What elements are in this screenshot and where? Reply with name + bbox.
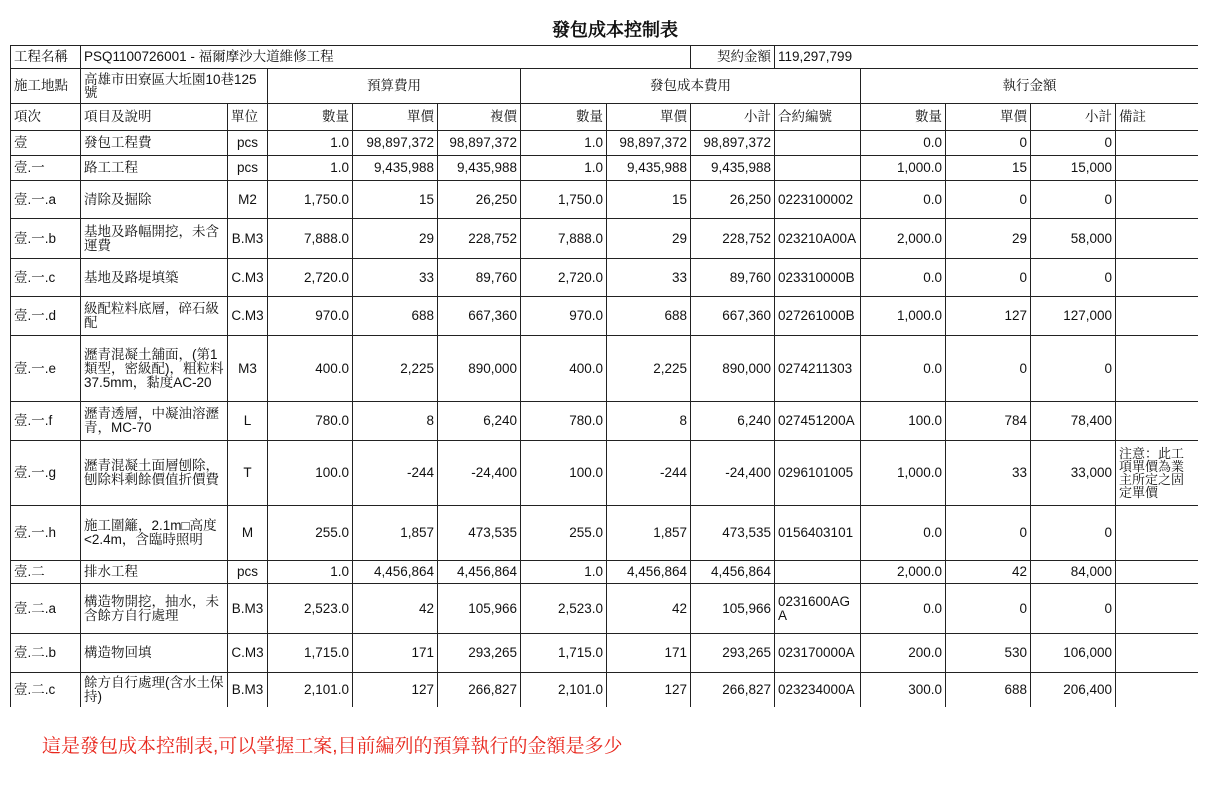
sub-unit-price-cell: 127 bbox=[607, 673, 691, 708]
question-caption: 這是發包成本控制表,可以掌握工案,目前編列的預算執行的金額是多少 bbox=[42, 736, 623, 757]
exec-subtotal-cell: 33,000 bbox=[1031, 441, 1116, 506]
column-header-item-no: 項次 bbox=[11, 104, 81, 131]
sub-unit-price-cell: 4,456,864 bbox=[607, 561, 691, 584]
table-row bbox=[11, 673, 1199, 708]
exec-unit-price-cell: 688 bbox=[946, 673, 1031, 708]
table-row bbox=[11, 259, 1199, 297]
unit-cell: C.M3 bbox=[228, 259, 268, 297]
remarks-cell bbox=[1116, 219, 1199, 259]
budget-group-header: 預算費用 bbox=[268, 69, 521, 104]
exec-unit-price-cell: 33 bbox=[946, 441, 1031, 506]
budget-amount-cell: 6,240 bbox=[438, 402, 521, 441]
contract-no-cell: 023310000B bbox=[775, 259, 861, 297]
exec-subtotal-cell: 84,000 bbox=[1031, 561, 1116, 584]
remarks-cell bbox=[1116, 156, 1199, 181]
exec-unit-price-cell: 42 bbox=[946, 561, 1031, 584]
sub-subtotal-cell: 473,535 bbox=[691, 506, 775, 561]
exec-unit-price-cell: 0 bbox=[946, 181, 1031, 219]
exec-qty-cell: 0.0 bbox=[861, 259, 946, 297]
budget-unit-price-cell: 33 bbox=[353, 259, 438, 297]
subcontract-group-header: 發包成本費用 bbox=[521, 69, 861, 104]
exec-subtotal-cell: 0 bbox=[1031, 259, 1116, 297]
budget-unit-price-cell: 4,456,864 bbox=[353, 561, 438, 584]
exec-subtotal-cell: 0 bbox=[1031, 584, 1116, 634]
description-cell: 構造物開挖，抽水，未含餘方自行處理 bbox=[81, 584, 228, 634]
sub-subtotal-cell: 98,897,372 bbox=[691, 131, 775, 156]
exec-qty-cell: 0.0 bbox=[861, 131, 946, 156]
description-cell: 餘方自行處理(含水土保持) bbox=[81, 673, 228, 708]
unit-cell: pcs bbox=[228, 156, 268, 181]
sub-subtotal-cell: 6,240 bbox=[691, 402, 775, 441]
column-header-budget-amount: 複價 bbox=[438, 104, 521, 131]
exec-subtotal-cell: 106,000 bbox=[1031, 634, 1116, 673]
sub-qty-cell: 970.0 bbox=[521, 297, 607, 336]
column-header-exec-unit-price: 單價 bbox=[946, 104, 1031, 131]
remarks-cell bbox=[1116, 561, 1199, 584]
sub-qty-cell: 255.0 bbox=[521, 506, 607, 561]
execution-group-header: 執行金額 bbox=[861, 69, 1199, 104]
budget-unit-price-cell: -244 bbox=[353, 441, 438, 506]
sub-unit-price-cell: 15 bbox=[607, 181, 691, 219]
budget-qty-cell: 970.0 bbox=[268, 297, 353, 336]
project-row bbox=[11, 46, 1199, 69]
sub-subtotal-cell: 890,000 bbox=[691, 336, 775, 402]
sub-subtotal-cell: 266,827 bbox=[691, 673, 775, 708]
exec-unit-price-cell: 29 bbox=[946, 219, 1031, 259]
budget-unit-price-cell: 171 bbox=[353, 634, 438, 673]
site-label: 施工地點 bbox=[11, 69, 81, 104]
cost-control-table-container bbox=[10, 45, 1198, 707]
contract-no-cell: 0231600AGA bbox=[775, 584, 861, 634]
exec-qty-cell: 100.0 bbox=[861, 402, 946, 441]
table-row bbox=[11, 156, 1199, 181]
budget-amount-cell: 89,760 bbox=[438, 259, 521, 297]
budget-unit-price-cell: 15 bbox=[353, 181, 438, 219]
unit-cell: B.M3 bbox=[228, 584, 268, 634]
budget-amount-cell: 9,435,988 bbox=[438, 156, 521, 181]
budget-unit-price-cell: 2,225 bbox=[353, 336, 438, 402]
budget-unit-price-cell: 42 bbox=[353, 584, 438, 634]
remarks-cell bbox=[1116, 673, 1199, 708]
column-header-sub-qty: 數量 bbox=[521, 104, 607, 131]
budget-qty-cell: 1.0 bbox=[268, 131, 353, 156]
description-cell: 排水工程 bbox=[81, 561, 228, 584]
item-no-cell: 壹.一.b bbox=[11, 219, 81, 259]
item-no-cell: 壹.一.g bbox=[11, 441, 81, 506]
exec-subtotal-cell: 0 bbox=[1031, 336, 1116, 402]
remarks-cell bbox=[1116, 634, 1199, 673]
sub-subtotal-cell: 105,966 bbox=[691, 584, 775, 634]
column-header-exec-qty: 數量 bbox=[861, 104, 946, 131]
remarks-cell bbox=[1116, 336, 1199, 402]
column-header-description: 項目及說明 bbox=[81, 104, 228, 131]
sub-qty-cell: 100.0 bbox=[521, 441, 607, 506]
exec-qty-cell: 0.0 bbox=[861, 181, 946, 219]
sub-qty-cell: 1,750.0 bbox=[521, 181, 607, 219]
site-value: 高雄市田寮區大坵園10巷125號 bbox=[81, 69, 268, 104]
sub-subtotal-cell: 9,435,988 bbox=[691, 156, 775, 181]
budget-unit-price-cell: 8 bbox=[353, 402, 438, 441]
sub-unit-price-cell: 9,435,988 bbox=[607, 156, 691, 181]
sub-unit-price-cell: 42 bbox=[607, 584, 691, 634]
column-header-sub-unit-price: 單價 bbox=[607, 104, 691, 131]
sub-unit-price-cell: 33 bbox=[607, 259, 691, 297]
budget-amount-cell: 473,535 bbox=[438, 506, 521, 561]
budget-amount-cell: 4,456,864 bbox=[438, 561, 521, 584]
sub-subtotal-cell: 228,752 bbox=[691, 219, 775, 259]
unit-cell: M bbox=[228, 506, 268, 561]
contract-amount-label: 契約金額 bbox=[691, 46, 775, 69]
item-no-cell: 壹.一 bbox=[11, 156, 81, 181]
budget-unit-price-cell: 127 bbox=[353, 673, 438, 708]
column-header-budget-unit-price: 單價 bbox=[353, 104, 438, 131]
exec-unit-price-cell: 530 bbox=[946, 634, 1031, 673]
cost-control-table bbox=[10, 45, 1198, 707]
budget-qty-cell: 1.0 bbox=[268, 561, 353, 584]
budget-qty-cell: 255.0 bbox=[268, 506, 353, 561]
remarks-cell bbox=[1116, 259, 1199, 297]
sub-unit-price-cell: 2,225 bbox=[607, 336, 691, 402]
table-row bbox=[11, 561, 1199, 584]
exec-qty-cell: 300.0 bbox=[861, 673, 946, 708]
exec-subtotal-cell: 127,000 bbox=[1031, 297, 1116, 336]
sub-qty-cell: 780.0 bbox=[521, 402, 607, 441]
description-cell: 基地及路幅開挖，未含運費 bbox=[81, 219, 228, 259]
column-header-row bbox=[11, 104, 1199, 131]
project-name-label: 工程名稱 bbox=[11, 46, 81, 69]
exec-qty-cell: 0.0 bbox=[861, 584, 946, 634]
contract-no-cell: 027261000B bbox=[775, 297, 861, 336]
budget-amount-cell: 105,966 bbox=[438, 584, 521, 634]
budget-qty-cell: 100.0 bbox=[268, 441, 353, 506]
sub-qty-cell: 1.0 bbox=[521, 561, 607, 584]
exec-subtotal-cell: 78,400 bbox=[1031, 402, 1116, 441]
exec-qty-cell: 0.0 bbox=[861, 336, 946, 402]
item-no-cell: 壹.一.h bbox=[11, 506, 81, 561]
sub-subtotal-cell: 293,265 bbox=[691, 634, 775, 673]
page-title: 發包成本控制表 bbox=[552, 20, 678, 40]
column-header-budget-qty: 數量 bbox=[268, 104, 353, 131]
unit-cell: B.M3 bbox=[228, 673, 268, 708]
description-cell: 基地及路堤填築 bbox=[81, 259, 228, 297]
sub-qty-cell: 2,523.0 bbox=[521, 584, 607, 634]
item-no-cell: 壹.二.b bbox=[11, 634, 81, 673]
table-row bbox=[11, 181, 1199, 219]
sub-unit-price-cell: 688 bbox=[607, 297, 691, 336]
contract-no-cell: 0274211303 bbox=[775, 336, 861, 402]
column-header-contract-no: 合約編號 bbox=[775, 104, 861, 131]
budget-amount-cell: 98,897,372 bbox=[438, 131, 521, 156]
unit-cell: B.M3 bbox=[228, 219, 268, 259]
description-cell: 發包工程費 bbox=[81, 131, 228, 156]
budget-unit-price-cell: 1,857 bbox=[353, 506, 438, 561]
unit-cell: pcs bbox=[228, 131, 268, 156]
contract-no-cell bbox=[775, 156, 861, 181]
budget-unit-price-cell: 29 bbox=[353, 219, 438, 259]
exec-unit-price-cell: 0 bbox=[946, 131, 1031, 156]
column-header-sub-subtotal: 小計 bbox=[691, 104, 775, 131]
budget-unit-price-cell: 98,897,372 bbox=[353, 131, 438, 156]
group-header-row bbox=[11, 69, 1199, 104]
exec-qty-cell: 2,000.0 bbox=[861, 561, 946, 584]
table-row bbox=[11, 402, 1199, 441]
exec-unit-price-cell: 0 bbox=[946, 336, 1031, 402]
exec-qty-cell: 200.0 bbox=[861, 634, 946, 673]
table-row bbox=[11, 219, 1199, 259]
exec-unit-price-cell: 784 bbox=[946, 402, 1031, 441]
contract-amount-value: 119,297,799 bbox=[775, 46, 1199, 69]
sub-qty-cell: 2,720.0 bbox=[521, 259, 607, 297]
item-no-cell: 壹.二.a bbox=[11, 584, 81, 634]
sub-unit-price-cell: 98,897,372 bbox=[607, 131, 691, 156]
sub-qty-cell: 1.0 bbox=[521, 131, 607, 156]
exec-subtotal-cell: 206,400 bbox=[1031, 673, 1116, 708]
budget-qty-cell: 1,750.0 bbox=[268, 181, 353, 219]
item-no-cell: 壹.一.f bbox=[11, 402, 81, 441]
sub-qty-cell: 2,101.0 bbox=[521, 673, 607, 708]
remarks-cell bbox=[1116, 131, 1199, 156]
unit-cell: C.M3 bbox=[228, 634, 268, 673]
budget-amount-cell: 266,827 bbox=[438, 673, 521, 708]
contract-no-cell: 027451200A bbox=[775, 402, 861, 441]
description-cell: 路工工程 bbox=[81, 156, 228, 181]
budget-unit-price-cell: 9,435,988 bbox=[353, 156, 438, 181]
description-cell: 構造物回填 bbox=[81, 634, 228, 673]
exec-subtotal-cell: 0 bbox=[1031, 181, 1116, 219]
budget-qty-cell: 2,101.0 bbox=[268, 673, 353, 708]
table-row bbox=[11, 131, 1199, 156]
budget-qty-cell: 2,523.0 bbox=[268, 584, 353, 634]
item-no-cell: 壹.一.c bbox=[11, 259, 81, 297]
budget-amount-cell: 293,265 bbox=[438, 634, 521, 673]
contract-no-cell: 0296101005 bbox=[775, 441, 861, 506]
table-row bbox=[11, 634, 1199, 673]
remarks-cell bbox=[1116, 584, 1199, 634]
description-cell: 級配粒料底層，碎石級配 bbox=[81, 297, 228, 336]
sub-subtotal-cell: 4,456,864 bbox=[691, 561, 775, 584]
unit-cell: T bbox=[228, 441, 268, 506]
contract-no-cell: 023210A00A bbox=[775, 219, 861, 259]
budget-amount-cell: -24,400 bbox=[438, 441, 521, 506]
sub-qty-cell: 7,888.0 bbox=[521, 219, 607, 259]
exec-unit-price-cell: 127 bbox=[946, 297, 1031, 336]
contract-no-cell: 023170000A bbox=[775, 634, 861, 673]
exec-qty-cell: 2,000.0 bbox=[861, 219, 946, 259]
budget-amount-cell: 667,360 bbox=[438, 297, 521, 336]
column-header-exec-subtotal: 小計 bbox=[1031, 104, 1116, 131]
contract-no-cell: 0156403101 bbox=[775, 506, 861, 561]
remarks-cell bbox=[1116, 506, 1199, 561]
contract-no-cell: 023234000A bbox=[775, 673, 861, 708]
contract-no-cell bbox=[775, 561, 861, 584]
remarks-cell bbox=[1116, 181, 1199, 219]
budget-qty-cell: 1.0 bbox=[268, 156, 353, 181]
project-name-value: PSQ1100726001 - 福爾摩沙大道維修工程 bbox=[81, 46, 691, 69]
budget-qty-cell: 7,888.0 bbox=[268, 219, 353, 259]
exec-unit-price-cell: 0 bbox=[946, 506, 1031, 561]
exec-subtotal-cell: 58,000 bbox=[1031, 219, 1116, 259]
budget-amount-cell: 228,752 bbox=[438, 219, 521, 259]
table-row bbox=[11, 506, 1199, 561]
column-header-unit: 單位 bbox=[228, 104, 268, 131]
item-no-cell: 壹.一.a bbox=[11, 181, 81, 219]
exec-subtotal-cell: 0 bbox=[1031, 506, 1116, 561]
sub-unit-price-cell: 171 bbox=[607, 634, 691, 673]
remarks-cell bbox=[1116, 297, 1199, 336]
unit-cell: pcs bbox=[228, 561, 268, 584]
item-no-cell: 壹.一.d bbox=[11, 297, 81, 336]
exec-qty-cell: 1,000.0 bbox=[861, 156, 946, 181]
description-cell: 施工圍籬，2.1m□高度<2.4m，含臨時照明 bbox=[81, 506, 228, 561]
sub-qty-cell: 1,715.0 bbox=[521, 634, 607, 673]
exec-unit-price-cell: 0 bbox=[946, 584, 1031, 634]
sub-unit-price-cell: 29 bbox=[607, 219, 691, 259]
exec-unit-price-cell: 15 bbox=[946, 156, 1031, 181]
exec-subtotal-cell: 15,000 bbox=[1031, 156, 1116, 181]
budget-qty-cell: 2,720.0 bbox=[268, 259, 353, 297]
sub-unit-price-cell: 1,857 bbox=[607, 506, 691, 561]
description-cell: 清除及掘除 bbox=[81, 181, 228, 219]
contract-no-cell bbox=[775, 131, 861, 156]
description-cell: 瀝青透層，中凝油溶瀝青，MC-70 bbox=[81, 402, 228, 441]
table-row bbox=[11, 441, 1199, 506]
budget-amount-cell: 890,000 bbox=[438, 336, 521, 402]
budget-amount-cell: 26,250 bbox=[438, 181, 521, 219]
sub-unit-price-cell: 8 bbox=[607, 402, 691, 441]
exec-unit-price-cell: 0 bbox=[946, 259, 1031, 297]
unit-cell: M3 bbox=[228, 336, 268, 402]
sub-subtotal-cell: 26,250 bbox=[691, 181, 775, 219]
exec-subtotal-cell: 0 bbox=[1031, 131, 1116, 156]
budget-qty-cell: 400.0 bbox=[268, 336, 353, 402]
unit-cell: C.M3 bbox=[228, 297, 268, 336]
exec-qty-cell: 1,000.0 bbox=[861, 297, 946, 336]
table-row bbox=[11, 336, 1199, 402]
unit-cell: L bbox=[228, 402, 268, 441]
exec-qty-cell: 0.0 bbox=[861, 506, 946, 561]
budget-qty-cell: 1,715.0 bbox=[268, 634, 353, 673]
table-row bbox=[11, 584, 1199, 634]
item-no-cell: 壹.二.c bbox=[11, 673, 81, 708]
budget-qty-cell: 780.0 bbox=[268, 402, 353, 441]
sub-unit-price-cell: -244 bbox=[607, 441, 691, 506]
table-row bbox=[11, 297, 1199, 336]
sub-subtotal-cell: 667,360 bbox=[691, 297, 775, 336]
item-no-cell: 壹.二 bbox=[11, 561, 81, 584]
item-no-cell: 壹.一.e bbox=[11, 336, 81, 402]
contract-no-cell: 0223100002 bbox=[775, 181, 861, 219]
unit-cell: M2 bbox=[228, 181, 268, 219]
remarks-cell: 注意：此工項單價為業主所定之固定單價 bbox=[1116, 441, 1199, 506]
budget-unit-price-cell: 688 bbox=[353, 297, 438, 336]
sub-subtotal-cell: 89,760 bbox=[691, 259, 775, 297]
sub-subtotal-cell: -24,400 bbox=[691, 441, 775, 506]
sub-qty-cell: 1.0 bbox=[521, 156, 607, 181]
remarks-cell bbox=[1116, 402, 1199, 441]
description-cell: 瀝青混凝土面層刨除，刨除料剩餘價值折價費 bbox=[81, 441, 228, 506]
description-cell: 瀝青混凝土舖面，(第1類型，密級配)，粗粒料37.5mm，黏度AC-20 bbox=[81, 336, 228, 402]
column-header-remarks: 備註 bbox=[1116, 104, 1199, 131]
sub-qty-cell: 400.0 bbox=[521, 336, 607, 402]
exec-qty-cell: 1,000.0 bbox=[861, 441, 946, 506]
item-no-cell: 壹 bbox=[11, 131, 81, 156]
